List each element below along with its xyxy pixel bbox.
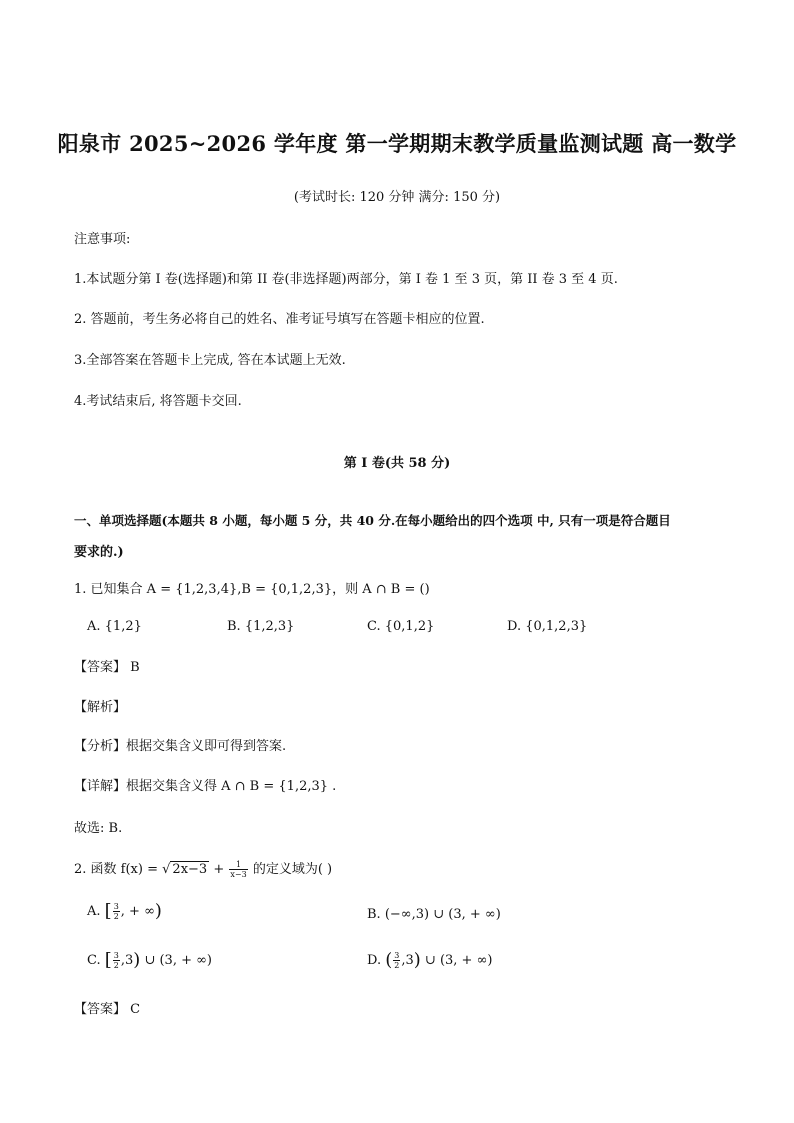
sqrt-symbol: √ — [162, 862, 171, 877]
notice-item-4: 4.考试结束后, 将答题卡交回. — [74, 394, 242, 409]
question-2-option-d — [367, 951, 493, 970]
notice-item-2: 2. 答题前，考生务必将自己的姓名、准考证号填写在答题卡相应的位置. — [74, 312, 485, 327]
option-a-label: A. — [87, 904, 105, 919]
question-2-frac-num: 1 — [229, 860, 247, 870]
question-1-mid: ，则 — [332, 582, 363, 597]
notices-heading: 注意事项: — [74, 232, 131, 247]
option-c-open-bracket: [ — [104, 949, 112, 971]
part-instructions-line1: 一、单项选择题(本题共 8 小题，每小题 5 分，共 40 分.在每小题给出的四个选项 中, 只有一项是符合题目 — [74, 513, 671, 528]
option-a-frac-num: 3 — [113, 902, 119, 911]
option-c-frac-num: 3 — [113, 951, 119, 960]
question-1-fenxi: 【分析】根据交集含义即可得到答案. — [74, 739, 287, 754]
question-2-suffix: 的定义域为( ) — [248, 862, 333, 877]
option-c-rest: ,3 — [120, 953, 134, 968]
option-d-close-bracket: ) — [413, 949, 421, 971]
question-2-plus: + — [209, 862, 229, 877]
question-1-xiangjie — [74, 775, 336, 794]
question-1-set-b: B = {0,1,2,3} — [241, 582, 333, 597]
question-1-option-b: B. {1,2,3} — [227, 619, 295, 634]
option-d-frac-num: 3 — [394, 951, 400, 960]
option-c-frac-den: 2 — [113, 961, 119, 970]
option-c-tail: ∪ (3, + ∞) — [140, 953, 213, 968]
option-d-label: D. — [367, 953, 386, 968]
question-1-option-c: C. {0,1,2} — [367, 619, 435, 634]
option-c-label: C. — [87, 953, 105, 968]
option-a-fraction — [113, 902, 120, 921]
question-1-xiangjie-prefix: 【详解】根据交集含义得 — [74, 779, 222, 794]
question-2-answer: 【答案】 C — [74, 1002, 141, 1017]
option-a-open-bracket: [ — [104, 900, 112, 922]
question-2-frac-den: x−3 — [230, 870, 247, 879]
question-1-option-a: A. {1,2} — [87, 619, 142, 634]
question-1-expr: A ∩ B = () — [362, 582, 430, 597]
question-2-prefix: 2. 函数 — [74, 862, 121, 877]
question-1-analysis-label: 【解析】 — [74, 700, 127, 715]
question-1-answer: 【答案】 B — [74, 660, 140, 675]
option-a-frac-den: 2 — [113, 912, 119, 921]
option-a-rest: , + ∞ — [120, 904, 155, 919]
option-d-fraction — [393, 951, 400, 970]
question-2-option-a — [87, 902, 162, 921]
option-d-tail: ∪ (3, + ∞) — [420, 953, 493, 968]
question-1-xiangjie-expr: A ∩ B = {1,2,3} — [221, 779, 329, 794]
option-c-fraction — [113, 951, 120, 970]
question-1 — [74, 578, 430, 597]
option-d-rest: ,3 — [401, 953, 414, 968]
section-heading: 第 I 卷(共 58 分) — [343, 456, 451, 471]
question-1-xiangjie-suffix: . — [328, 779, 337, 794]
exam-duration-info: (考试时长: 120 分钟 满分: 150 分) — [293, 190, 501, 205]
question-2-fx: f(x) = — [120, 862, 163, 877]
document-title: 阳泉市 2025~2026 学年度 第一学期期末教学质量监测试题 高一数学 — [57, 131, 737, 156]
part-instructions-line2: 要求的.) — [74, 545, 124, 560]
question-1-option-d: D. {0,1,2,3} — [507, 619, 588, 634]
question-2-option-b: B. (−∞,3) ∪ (3, + ∞) — [367, 907, 501, 922]
question-2-fraction — [229, 860, 247, 879]
question-1-choose: 故选: B. — [74, 821, 123, 836]
question-1-prefix: 1. 已知集合 — [74, 582, 147, 597]
option-c-close-bracket: ) — [133, 949, 141, 971]
option-d-open-bracket: ( — [385, 949, 393, 971]
question-1-sep: , — [237, 582, 242, 597]
option-d-frac-den: 2 — [394, 961, 400, 970]
notice-item-3: 3.全部答案在答题卡上完成, 答在本试题上无效. — [74, 353, 346, 368]
question-2 — [74, 858, 332, 879]
question-2-option-c — [87, 951, 212, 970]
notice-item-1: 1.本试题分第 I 卷(选择题)和第 II 卷(非选择题)两部分，第 I 卷 1 至 3 页，第 II 卷 3 至 4 页. — [74, 272, 618, 287]
option-a-close-bracket: ) — [154, 900, 162, 922]
question-1-set-a: A = {1,2,3,4} — [146, 582, 238, 597]
question-2-sqrt-body: 2x−3 — [172, 862, 208, 877]
